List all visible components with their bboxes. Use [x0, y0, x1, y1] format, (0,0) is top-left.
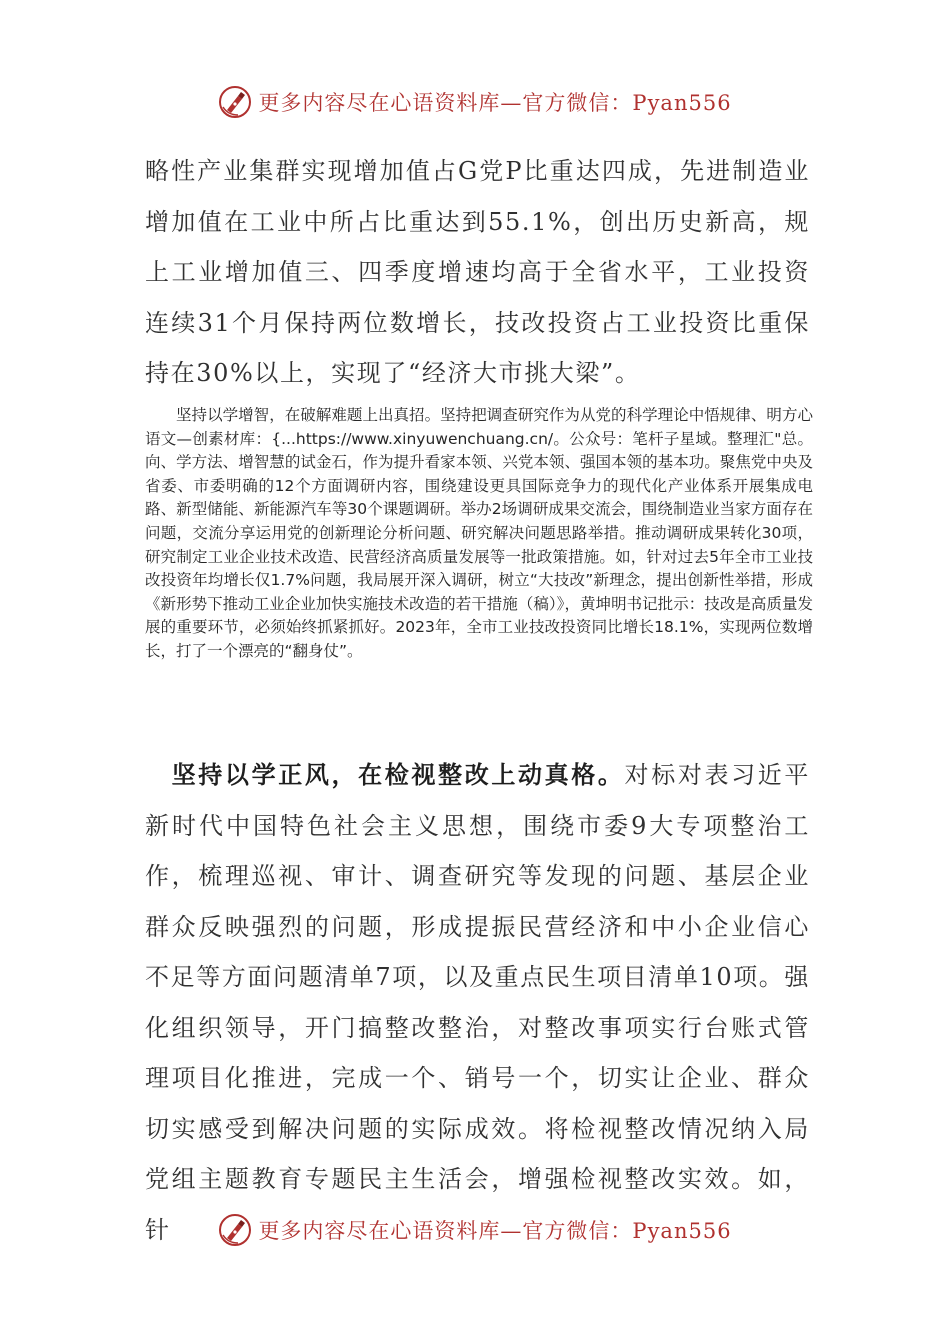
- paragraph-rectification: [145, 750, 810, 1255]
- footer-banner: [0, 1210, 950, 1250]
- paragraph-research: 坚持以学增智，在破解难题上出真招。坚持把调查研究作为从党的科学理论中悟规律、明方心语文—创素材库：{...https://www.xinyuwenchuang.cn/。公众号：笔杆子星域。整理汇"总。向、学方法、增智慧的试金石，作为提升看家本领、兴党本领、强国本领的基本功。聚焦党中央及省委、市委明确的12个方面调研内容，围绕建设更具国际竞争力的现代化产业体系开展集成电路、新型储能、新能源汽车等30个课题调研。举办2场调研成果交流会，围绕制造业当家方面存在问题，交流分享运用党的创新理论分析问题、研究解决问题思路举措。推动调研成果转化30项，研究制定工业企业技术改造、民营经济高质量发展等一批政策措施。如，针对过去5年全市工业技改投资年均增长仅1.7%问题，我局展开深入调研，树立“大技改”新理念，提出创新性举措，形成《新形势下推动工业企业加快实施技术改造的若干措施（稿）》，黄坤明书记批示：技改是高质量发展的重要环节，必须始终抓紧抓好。2023年，全市工业技改投资同比增长18.1%，实现两位数增长，打了一个漂亮的“翻身仗”。: [145, 406, 813, 660]
- paragraph-rectification-body: 对标对表习近平新时代中国特色社会主义思想，围绕市委9大专项整治工作，梳理巡视、审计、调查研究等发现的问题、基层企业群众反映强烈的问题，形成提振民营经济和中小企业信心不足等方面问题清单7项，以及重点民生项目清单10项。强化组织领导，开门搞整改整治，对整改事项实行台账式管理项目化推进，完成一个、销号一个，切实让企业、群众切实感受到解决问题的实际成效。将检视整改情况纳入局党组主题教育专题民主生活会，增强检视整改实效。如，针: [145, 761, 811, 1244]
- paragraph-lead-heading: 坚持以学正风，在检视整改上动真格。: [170, 760, 625, 789]
- header-banner: [0, 82, 950, 122]
- pen-nib-icon: [218, 85, 252, 119]
- footer-banner-text: 更多内容尽在心语资料库—官方微信：Pyan556: [258, 1219, 732, 1243]
- pen-nib-icon: [218, 1213, 252, 1247]
- header-banner-text: 更多内容尽在心语资料库—官方微信：Pyan556: [258, 91, 732, 115]
- paragraph-industry-results: 略性产业集群实现增加值占G党P比重达四成，先进制造业增加值在工业中所占比重达到55.1%，创出历史新高，规上工业增加值三、四季度增速均高于全省水平，工业投资连续31个月保持两位数增长，技改投资占工业投资比重保持在30%以上，实现了“经济大市挑大梁”。: [145, 157, 810, 387]
